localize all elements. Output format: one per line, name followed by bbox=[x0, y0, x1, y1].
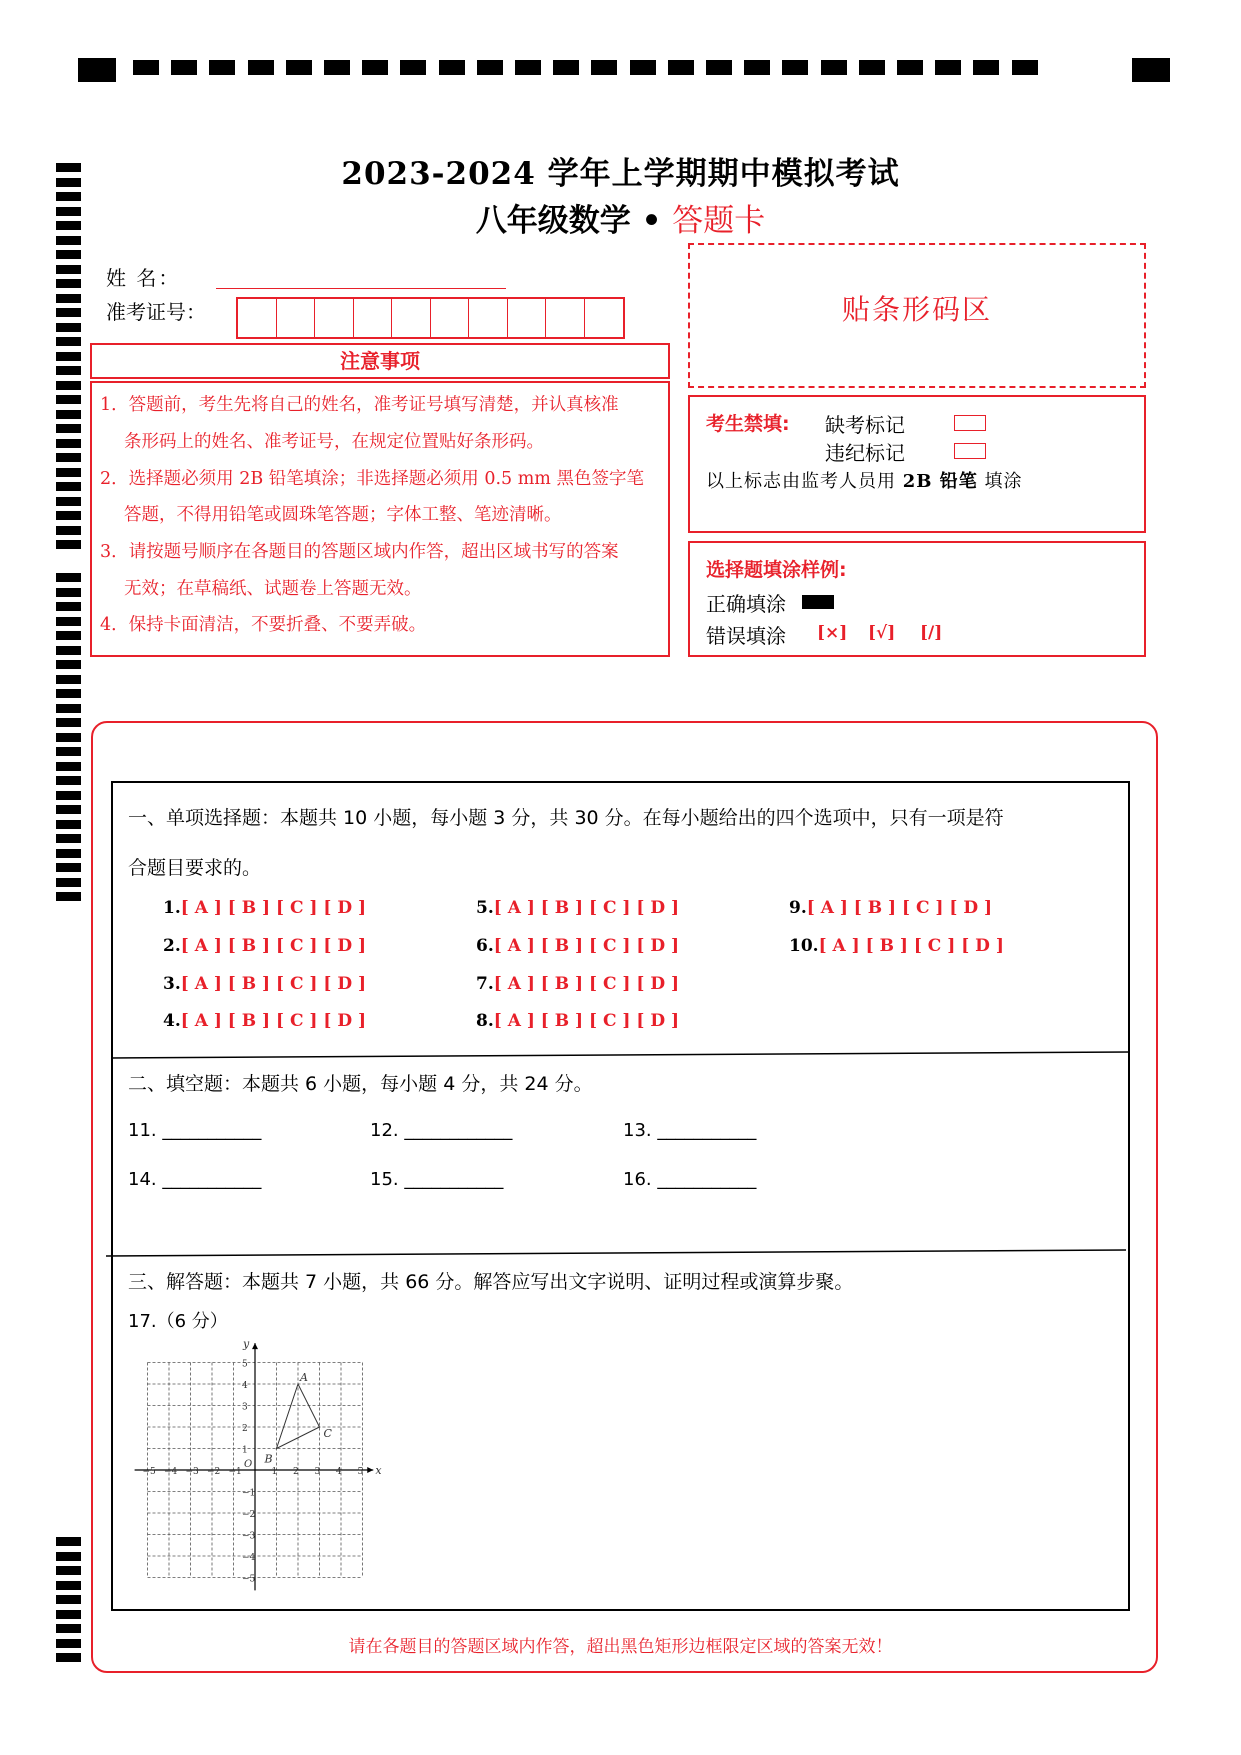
wrong-fill-label: 错误填涂 bbox=[706, 624, 786, 648]
y-tick-label: 5 bbox=[242, 1359, 248, 1370]
notice-heading: 注意事项 bbox=[90, 343, 670, 379]
y-tick-label: −4 bbox=[242, 1553, 256, 1563]
x-tick-label: 5 bbox=[357, 1467, 364, 1477]
forbid-note-pre: 以上标志由监考人员用 bbox=[706, 471, 896, 492]
forbid-note-post: 填涂 bbox=[984, 471, 1023, 492]
question-number: 4. bbox=[163, 1011, 181, 1031]
notice-line: 无效；在草稿纸、试题卷上答题无效。 bbox=[124, 579, 422, 599]
question-number: 1. bbox=[163, 898, 181, 918]
divider-1 bbox=[111, 1052, 1130, 1058]
x-tick-label: −2 bbox=[207, 1467, 221, 1477]
wrong-mark: [/] bbox=[920, 623, 943, 643]
y-tick-label: −5 bbox=[242, 1574, 256, 1585]
x-tick-label: −1 bbox=[228, 1467, 242, 1477]
y-tick-label: −2 bbox=[242, 1510, 256, 1520]
point-label: C bbox=[323, 1427, 332, 1440]
x-tick-label: 2 bbox=[293, 1467, 299, 1477]
x-tick-label: 4 bbox=[336, 1467, 342, 1477]
x-axis-arrow bbox=[367, 1467, 373, 1473]
exam-title: 2023-2024 学年上学期期中模拟考试 bbox=[341, 156, 900, 192]
section1-heading: 一、单项选择题：本题共 10 小题，每小题 3 分，共 30 分。在每小题给出的四个选项中，只有一项是符 bbox=[128, 807, 1004, 829]
blank-15[interactable]: 15. ___________ bbox=[370, 1169, 504, 1190]
answer-bubbles[interactable]: [ A ] [ B ] [ C ] [ D ] bbox=[180, 898, 367, 918]
question-number: 9. bbox=[789, 898, 807, 918]
wrong-mark: [×] bbox=[817, 623, 848, 643]
blank-13[interactable]: 13. ___________ bbox=[623, 1120, 757, 1141]
forbid-note-bold: 2B 铅笔 bbox=[902, 471, 978, 492]
subject-label: 八年级数学 bbox=[475, 203, 631, 239]
answer-bubbles[interactable]: [ A ] [ B ] [ C ] [ D ] bbox=[493, 974, 680, 994]
x-tick-label: −3 bbox=[185, 1467, 199, 1477]
blank-14[interactable]: 14. ___________ bbox=[128, 1169, 262, 1190]
y-tick-label: 1 bbox=[242, 1445, 248, 1456]
notice-line: 1．答题前，考生先将自己的姓名，准考证号填写清楚，并认真核准 bbox=[100, 395, 619, 415]
question-number: 6. bbox=[476, 936, 494, 956]
notice-line: 答题，不得用铅笔或圆珠笔答题；字体工整、笔迹清晰。 bbox=[124, 505, 562, 525]
sample-heading: 选择题填涂样例: bbox=[706, 559, 847, 581]
blank-12[interactable]: 12. ____________ bbox=[370, 1120, 513, 1141]
answer-bubbles[interactable]: [ A ] [ B ] [ C ] [ D ] bbox=[180, 974, 367, 994]
x-axis-label: x bbox=[375, 1464, 382, 1477]
divider-2 bbox=[106, 1250, 1126, 1256]
subtitle-dot: • bbox=[641, 203, 662, 239]
answer-card-label: 答题卡 bbox=[672, 203, 766, 239]
coordinate-grid bbox=[130, 1330, 395, 1600]
point-label: A bbox=[300, 1371, 308, 1384]
origin-label: O bbox=[244, 1459, 253, 1470]
x-tick-label: 3 bbox=[314, 1467, 321, 1477]
section2-heading: 二、填空题：本题共 6 小题，每小题 4 分，共 24 分。 bbox=[128, 1073, 593, 1095]
answer-bubbles[interactable]: [ A ] [ B ] [ C ] [ D ] bbox=[493, 1011, 680, 1031]
question-number: 8. bbox=[476, 1011, 494, 1031]
notice-line: 3．请按题号顺序在各题目的答题区域内作答，超出区域书写的答案 bbox=[100, 542, 619, 562]
wrong-mark: [√] bbox=[868, 623, 896, 643]
question-number: 3. bbox=[163, 974, 181, 994]
y-tick-label: −3 bbox=[242, 1531, 256, 1542]
y-tick-label: 3 bbox=[242, 1402, 248, 1413]
absent-mark-label: 缺考标记 bbox=[825, 413, 905, 437]
violation-mark-label: 违纪标记 bbox=[825, 441, 905, 465]
blank-16[interactable]: 16. ___________ bbox=[623, 1169, 757, 1190]
y-axis-label: y bbox=[243, 1337, 250, 1351]
y-tick-label: −1 bbox=[242, 1488, 256, 1499]
answer-bubbles[interactable]: [ A ] [ B ] [ C ] [ D ] bbox=[180, 1011, 367, 1031]
barcode-area: 贴条形码区 bbox=[688, 243, 1146, 388]
notice-line: 2．选择题必须用 2B 铅笔填涂；非选择题必须用 0.5 mm 黑色签字笔 bbox=[100, 469, 644, 489]
footer-warning: 请在各题目的答题区域内作答，超出黑色矩形边框限定区域的答案无效！ bbox=[348, 1637, 893, 1657]
forbid-heading: 考生禁填: bbox=[706, 413, 790, 435]
y-axis-arrow bbox=[252, 1343, 258, 1349]
question-number: 5. bbox=[476, 898, 494, 918]
x-tick-label: −4 bbox=[164, 1467, 178, 1477]
point-label: B bbox=[264, 1452, 273, 1466]
notice-line: 条形码上的姓名、准考证号，在规定位置贴好条形码。 bbox=[124, 432, 544, 452]
y-tick-label: 2 bbox=[242, 1424, 248, 1434]
blank-11[interactable]: 11. ___________ bbox=[128, 1120, 262, 1141]
question-number: 2. bbox=[163, 936, 181, 956]
answer-bubbles[interactable]: [ A ] [ B ] [ C ] [ D ] bbox=[180, 936, 367, 956]
question-number: 7. bbox=[476, 974, 494, 994]
question-17-label: 17.（6 分） bbox=[128, 1311, 228, 1332]
exam-id-label: 准考证号： bbox=[106, 300, 206, 324]
x-tick-label: 1 bbox=[271, 1467, 278, 1477]
answer-bubbles[interactable]: [ A ] [ B ] [ C ] [ D ] bbox=[806, 898, 993, 918]
correct-fill-label: 正确填涂 bbox=[706, 592, 786, 616]
section3-heading: 三、解答题：本题共 7 小题，共 66 分。解答应写出文字说明、证明过程或演算步聚。 bbox=[128, 1271, 854, 1293]
question-number: 10. bbox=[789, 936, 819, 956]
y-tick-label: 4 bbox=[242, 1381, 248, 1391]
answer-bubbles[interactable]: [ A ] [ B ] [ C ] [ D ] bbox=[818, 936, 1004, 956]
answer-bubbles[interactable]: [ A ] [ B ] [ C ] [ D ] bbox=[493, 936, 680, 956]
notice-line: 4．保持卡面清洁，不要折叠、不要弄破。 bbox=[100, 615, 427, 635]
name-label: 姓 名： bbox=[106, 266, 181, 290]
answer-bubbles[interactable]: [ A ] [ B ] [ C ] [ D ] bbox=[493, 898, 680, 918]
section1-heading-cont: 合题目要求的。 bbox=[128, 857, 262, 879]
x-tick-label: −5 bbox=[142, 1467, 156, 1477]
